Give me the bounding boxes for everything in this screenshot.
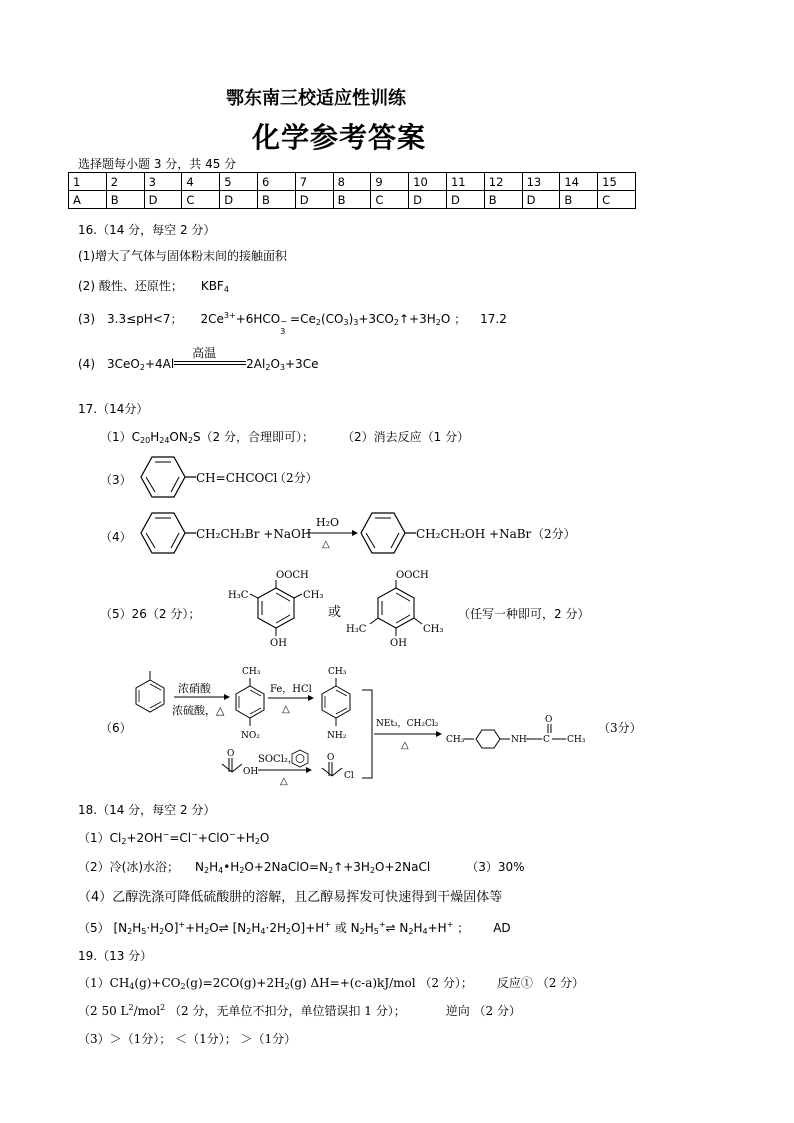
q18-heading: 18.（14 分，每空 2 分）: [78, 803, 216, 817]
q17-heading: 17.（14分）: [78, 402, 149, 416]
q18-equation: $N_2H_4•H_2O+2NaClO=N_2↑+3H_2O+2NaCl$: [195, 860, 431, 875]
toluene-structure: [136, 671, 164, 712]
question-number-cell: 3: [144, 173, 182, 191]
equilibrium-arrow-icon: ⇌: [218, 921, 229, 935]
q17-isomer-2: [346, 570, 443, 649]
q17-part5-structures: [228, 566, 478, 654]
q17-part5-count: （5）26（2 分）；: [100, 607, 201, 621]
equilibrium-arrow-icon: ⇌: [385, 921, 396, 935]
q17-reaction-type: （2）消去反应（1 分）: [342, 430, 470, 444]
q17-merge-bracket: [362, 690, 372, 778]
answer-cell: B: [560, 191, 598, 209]
q18-yield: （3）30%: [466, 860, 525, 874]
answer-cell: B: [106, 191, 144, 209]
answer-cell: C: [182, 191, 220, 209]
answer-cell: D: [144, 191, 182, 209]
benzene-ring-icon: [141, 457, 185, 497]
reaction-arrow-icon: [268, 695, 314, 701]
q17-step3-delta: △: [280, 776, 288, 787]
q17-toluidine-ch3: CH₃: [328, 667, 347, 677]
q17-part3-score: （2分）: [274, 471, 318, 485]
q16-line3-num: (3): [78, 312, 95, 326]
q19-line3: （3）＞（1分）； ＜（1分）； ＞（1分）: [78, 1032, 297, 1046]
question-number-cell: 15: [598, 173, 636, 191]
question-number-cell: 13: [522, 173, 560, 191]
q19-line1: $(1)CH_4(g)+CO_2(g)=2CO(g)+2H_2(g)$ ΔH=+(c-a)kJ/mol （2 分）； 反应① （2 分）: [78, 976, 585, 991]
answer-cell: D: [446, 191, 484, 209]
answer-cell: C: [371, 191, 409, 209]
q17-synthesis-route: [130, 660, 650, 790]
q16-ph-range: 3.3≤pH<7；: [107, 312, 183, 326]
reaction-arrow-icon: [258, 767, 312, 773]
q17-step2-reagent: Fe，HCl: [270, 684, 312, 695]
answer-cell: B: [257, 191, 295, 209]
answer-cell: D: [522, 191, 560, 209]
q19-line2: （2 50 $L^2/mol^2$ （2 分，无单位不扣分，单位错误扣 1 分）； 逆向 （2 分）: [78, 1003, 521, 1018]
q17-step1-reagent: 浓硝酸: [178, 682, 211, 695]
page-title: 化学参考答案: [252, 121, 427, 154]
answer-cell: C: [598, 191, 636, 209]
q16-heading: 16.（14 分，每空 2 分）: [78, 223, 216, 237]
question-number-cell: 8: [333, 173, 371, 191]
q17-part5-or: 或: [328, 605, 342, 620]
benzene-ring-icon: [361, 513, 405, 553]
q19-reaction-choice: 反应① （2 分）: [496, 976, 585, 990]
answer-cell: A: [69, 191, 107, 209]
answer-cell: B: [484, 191, 522, 209]
q16-line1: (1)增大了气体与固体粉末间的接触面积: [78, 249, 287, 263]
answer-table-numbers-row: [69, 173, 636, 191]
reaction-arrow-icon: [306, 530, 358, 536]
q17-product-ch3: CH₃: [446, 735, 465, 745]
q17-part5-note: （任写一种即可，2 分）: [458, 607, 590, 621]
question-number-cell: 7: [295, 173, 333, 191]
q17-step2-delta: △: [282, 704, 290, 715]
acetamide-product-structure: [446, 715, 586, 748]
q18-cooling: （2）冷(冰)水浴；: [78, 860, 179, 874]
question-number-cell: 9: [371, 173, 409, 191]
q16-line3: [78, 310, 507, 336]
benzene-ring-icon: [141, 513, 185, 553]
q17-isomer2-ch3: CH₃: [423, 624, 444, 635]
q17-part3-formula: CH=CHCOCl: [196, 471, 278, 485]
q16-line2: [78, 277, 229, 294]
q17-nitrotoluene-ch3: CH₃: [242, 667, 261, 677]
q17-part4-equation: [130, 508, 600, 558]
answer-cell: D: [220, 191, 258, 209]
q17-part3-num: （3）: [100, 473, 132, 487]
q17-part4-reactants: CH₂CH₂Br +NaOH: [196, 527, 312, 541]
answer-cell: D: [295, 191, 333, 209]
q16-kbf4: KBF: [200, 279, 224, 293]
answer-table: [68, 172, 636, 209]
q17-part3-structure: [130, 452, 340, 502]
question-number-cell: 10: [409, 173, 447, 191]
mcq-intro: 选择题每小题 3 分，共 45 分: [78, 157, 237, 171]
q16-equation: $2Ce^{3+}+6HCO$ − 3 $=Ce_2(CO_3)_3+3CO_2↑+3H_2O$ ；: [200, 311, 467, 336]
q17-isomer-1: [228, 570, 323, 649]
q18-line4: （4）乙醇洗涤可降低硫酸肼的溶解，且乙醇易挥发可快速得到干燥固体等: [78, 890, 503, 905]
q17-product-c: C: [543, 735, 550, 745]
q17-part6-score: （3分）: [598, 721, 642, 735]
q17-product-o: O: [545, 715, 553, 725]
question-number-cell: 14: [560, 173, 598, 191]
question-number-cell: 12: [484, 173, 522, 191]
q17-isomer2-ooch: OOCH: [396, 570, 429, 581]
q16-high-temp-arrow: [174, 346, 246, 370]
nitrotoluene-structure: [236, 667, 264, 741]
q16-line4: (4) 3CeO$_2$+4Al 高温 $2Al_2O_3+3Ce$: [78, 346, 319, 372]
q17-isomer1-ooch: OOCH: [276, 570, 309, 581]
q17-isomer2-h3c: H₃C: [346, 624, 367, 635]
q16-line4-num: (4): [78, 357, 95, 371]
q17-nitrotoluene-no2: NO₂: [241, 731, 260, 741]
question-number-cell: 4: [182, 173, 220, 191]
q17-acid-oh: OH: [243, 767, 259, 777]
q16-mass-answer: 17.2: [480, 312, 507, 326]
q17-isomer2-oh: OH: [390, 638, 407, 649]
q17-step1-condition: 浓硫酸，△: [172, 704, 225, 717]
toluidine-structure: [322, 667, 350, 741]
q17-step4-reagent: NEt₃，CH₂Cl₂: [376, 719, 439, 729]
reaction-arrow-icon: [374, 731, 442, 737]
q17-acylcl-o: O: [327, 753, 335, 763]
answer-table-answers-row: [69, 191, 636, 209]
question-number-cell: 1: [69, 173, 107, 191]
q17-part4-delta: △: [322, 539, 330, 550]
q18-line5: （5） $[N_2H_5\cdot H_2O]^++H_2O\rightleftharpoons$ $[N_2H_4\cdot 2H_2O]+H^+$ 或 $N_2H_5^+\rightleftharpoons$ $N_2H_4+H^+$ ； AD: [78, 920, 511, 936]
question-number-cell: 5: [220, 173, 258, 191]
question-number-cell: 6: [257, 173, 295, 191]
q17-step4-delta: △: [401, 740, 409, 751]
q17-acylcl-cl: Cl: [344, 771, 354, 781]
q17-part6-num: （6）: [100, 721, 132, 735]
question-number-cell: 2: [106, 173, 144, 191]
q16-condition: 高温: [192, 346, 217, 360]
q18-choice-answer: AD: [493, 921, 511, 935]
q17-isomer1-oh: OH: [270, 638, 287, 649]
q16-kbf4-sub: 4: [223, 285, 229, 294]
q17-product-ch3b: CH₃: [567, 735, 586, 745]
q17-part4-condition: H₂O: [316, 516, 340, 529]
q17-part4-products: CH₂CH₂OH +NaBr: [416, 527, 532, 541]
q17-product-nh: NH: [511, 735, 527, 745]
q16-line2-text: (2) 酸性、还原性；: [78, 279, 183, 293]
question-number-cell: 11: [446, 173, 484, 191]
q17-toluidine-nh2: NH₂: [327, 731, 347, 741]
acetyl-chloride-structure: [322, 753, 354, 781]
q19-heading: 19.（13 分）: [78, 949, 153, 963]
q18-line2: [78, 858, 525, 875]
q17-isomer1-h3c: H₃C: [228, 590, 249, 601]
q18-line1: $(1)Cl_2+2OH^-=Cl^-+ClO^-+H_2O$: [78, 830, 270, 846]
q17-line1: $(1)C_{20}H_{24}ON_2S(2$ 分，合理即可）； （2）消去反应（1 分）: [100, 430, 470, 445]
q19-direction: 逆向 （2 分）: [445, 1004, 521, 1018]
q17-step3-reagent: SOCl₂，: [258, 754, 298, 765]
school-name: 鄂东南三校适应性训练: [226, 88, 406, 109]
q17-part4-num: （4）: [100, 530, 132, 544]
answer-cell: B: [333, 191, 371, 209]
q17-part4-score: （2分）: [532, 527, 576, 541]
answer-cell: D: [409, 191, 447, 209]
acetic-acid-structure: [222, 749, 258, 777]
q17-acid-o: O: [227, 749, 235, 759]
q17-isomer1-ch3: CH₃: [303, 590, 324, 601]
